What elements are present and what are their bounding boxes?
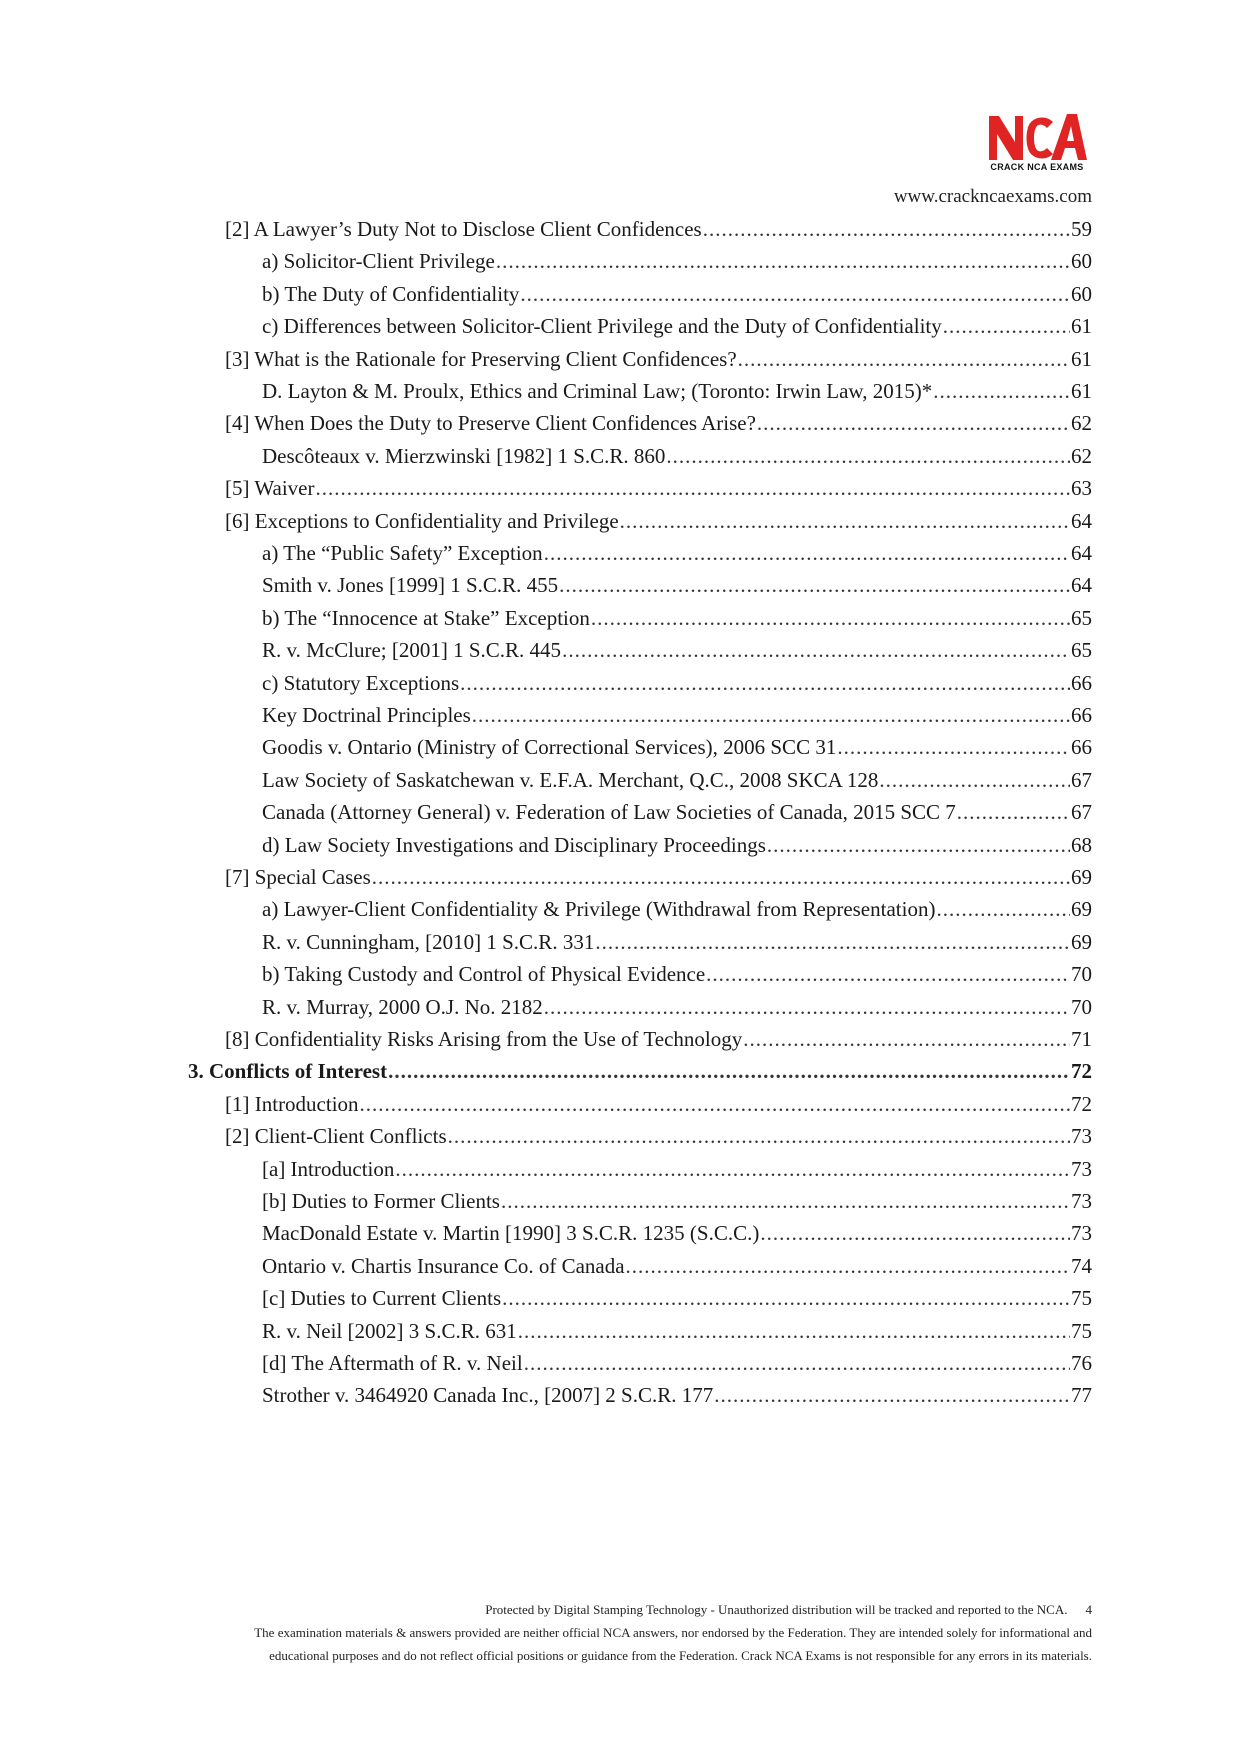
toc-entry-title: a) Solicitor-Client Privilege [262,249,495,274]
toc-entry-page: 75 [1071,1286,1092,1311]
toc-entry-page: 73 [1071,1124,1092,1149]
toc-dot-leader [626,1252,1070,1280]
toc-entry[interactable] [262,831,1092,867]
toc-entry-title: [c] Duties to Current Clients [262,1286,502,1311]
toc-entry-page: 70 [1071,994,1092,1019]
toc-entry-title: R. v. Cunningham, [2010] 1 S.C.R. 331 [262,929,595,954]
toc-entry[interactable] [262,1284,1092,1320]
toc-dot-leader [372,863,1070,891]
toc-dot-leader [395,1155,1070,1183]
toc-dot-leader [837,733,1070,761]
toc-dot-leader [743,1025,1070,1053]
toc-entry[interactable] [262,733,1092,769]
toc-entry[interactable] [262,1155,1092,1191]
toc-entry[interactable] [262,766,1092,802]
toc-entry-title: d) Law Society Investigations and Disciplinary Proceedings [262,832,766,857]
toc-dot-leader [562,636,1070,664]
toc-dot-leader [520,280,1070,308]
toc-entry-page: 61 [1071,346,1092,371]
toc-entry[interactable] [262,247,1092,283]
toc-entry-title: [2] A Lawyer’s Duty Not to Disclose Client Confidences [225,217,702,241]
toc-dot-leader [595,928,1070,956]
toc-entry[interactable] [225,1122,1092,1158]
toc-dot-leader [524,1349,1070,1377]
toc-entry-page: 72 [1071,1059,1092,1084]
toc-entry-page: 62 [1071,443,1092,468]
toc-dot-leader [936,895,1070,923]
toc-entry-page: 71 [1071,1027,1092,1051]
toc-entry-page: 65 [1071,638,1092,663]
toc-entry-title: [b] Duties to Former Clients [262,1189,500,1213]
toc-entry-page: 69 [1071,897,1092,922]
toc-entry-page: 70 [1071,962,1092,987]
toc-entry-title: b) The “Innocence at Stake” Exception [262,605,590,630]
toc-entry-page: 64 [1071,508,1092,533]
toc-dot-leader [933,377,1070,405]
toc-dot-leader [518,1317,1070,1345]
toc-entry[interactable] [262,442,1092,478]
toc-entry-title: Smith v. Jones [1999] 1 S.C.R. 455 [262,573,559,598]
toc-entry[interactable] [225,409,1092,445]
toc-dot-leader [559,571,1070,599]
toc-entry-page: 64 [1071,573,1092,598]
toc-dot-leader [767,831,1070,859]
toc-entry-title: [d] The Aftermath of R. v. Neil [262,1351,523,1375]
toc-entry[interactable] [262,312,1092,348]
toc-entry-title: c) Differences between Solicitor-Client Privilege and the Duty of Confidentiality [262,314,942,339]
toc-entry[interactable] [262,993,1092,1029]
toc-entry-page: 67 [1071,767,1092,792]
toc-dot-leader [544,539,1070,567]
toc-entry[interactable] [262,701,1092,737]
toc-entry[interactable] [262,928,1092,964]
toc-dot-leader [620,507,1070,535]
toc-entry[interactable] [262,1381,1092,1417]
toc-entry-title: [7] Special Cases [225,865,371,889]
toc-dot-leader [501,1187,1070,1215]
toc-dot-leader [760,1219,1070,1247]
toc-entry-page: 65 [1071,605,1092,630]
toc-dot-leader [502,1284,1070,1312]
toc-dot-leader [879,766,1070,794]
footer-protection-text: Protected by Digital Stamping Technology - Unauthorized distribution will be tracked and reported to the NCA. [485,1602,1068,1617]
toc-dot-leader [666,442,1070,470]
toc-entry[interactable] [225,345,1092,381]
toc-dot-leader [957,798,1070,826]
toc-entry-page: 66 [1071,735,1092,760]
toc-entry-title: MacDonald Estate v. Martin [1990] 3 S.C.R. 1235 (S.C.C.) [262,1221,760,1246]
toc-entry-title: Law Society of Saskatchewan v. E.F.A. Merchant, Q.C., 2008 SKCA 128 [262,767,879,792]
toc-entry[interactable] [225,215,1092,251]
toc-entry[interactable] [262,895,1092,931]
logo-caption: CRACK NCA EXAMS [990,162,1084,172]
toc-entry[interactable] [262,1349,1092,1385]
toc-entry-title: c) Statutory Exceptions [262,670,460,695]
footer-disclaimer-line-2: educational purposes and do not reflect official positions or guidance from the Federation. Crack NCA Exams is not responsible for any errors in its materials. [269,1648,1092,1663]
toc-entry[interactable] [262,960,1092,996]
toc-entry-page: 61 [1071,379,1092,403]
page-number: 4 [1085,1602,1092,1617]
toc-entry-title: Ontario v. Chartis Insurance Co. of Canada [262,1253,625,1278]
toc-dot-leader [591,604,1070,632]
toc-entry-title: Strother v. 3464920 Canada Inc., [2007] 2 S.C.R. 177 [262,1383,714,1408]
toc-entry-title: a) The “Public Safety” Exception [262,541,543,565]
toc-entry-page: 76 [1071,1351,1092,1375]
toc-entry-page: 68 [1071,832,1092,857]
toc-entry[interactable] [262,1187,1092,1223]
toc-entry-title: Canada (Attorney General) v. Federation of Law Societies of Canada, 2015 SCC 7 [262,800,956,825]
toc-entry-title: R. v. McClure; [2001] 1 S.C.R. 445 [262,638,562,663]
toc-entry[interactable] [225,474,1092,510]
toc-entry-title: b) The Duty of Confidentiality [262,281,520,306]
footer-protection-line [485,1598,1092,1621]
toc-entry-page: 73 [1071,1221,1092,1246]
toc-entry-page: 63 [1071,476,1092,501]
toc-entry-title: [2] Client-Client Conflicts [225,1124,447,1149]
toc-entry-title: b) Taking Custody and Control of Physical Evidence [262,962,706,987]
toc-entry[interactable] [262,1219,1092,1255]
toc-entry-title: R. v. Murray, 2000 O.J. No. 2182 [262,994,543,1019]
toc-dot-leader [315,474,1070,502]
toc-dot-leader [496,247,1070,275]
toc-entry-title: [1] Introduction [225,1091,359,1116]
toc-entry-page: 77 [1071,1383,1092,1408]
toc-dot-leader [703,215,1070,243]
toc-entry[interactable] [225,507,1092,543]
toc-entry-title: [3] What is the Rationale for Preserving Client Confidences? [225,346,737,371]
website-url[interactable]: www.crackncaexams.com [893,186,1092,207]
toc-entry[interactable] [262,636,1092,672]
toc-entry[interactable] [225,863,1092,899]
toc-dot-leader [388,1057,1070,1085]
toc-entry-title: [6] Exceptions to Confidentiality and Privilege [225,508,619,533]
toc-entry[interactable] [262,1317,1092,1353]
toc-entry-title: [5] Waiver [225,476,315,501]
toc-entry-page: 59 [1071,217,1092,241]
toc-entry[interactable] [262,280,1092,316]
toc-entry-page: 60 [1071,249,1092,274]
toc-entry-page: 66 [1071,703,1092,727]
toc-entry[interactable] [225,1025,1092,1061]
toc-entry-title: Descôteaux v. Mierzwinski [1982] 1 S.C.R. 860 [262,443,666,468]
toc-entry-page: 73 [1071,1156,1092,1181]
toc-dot-leader [544,993,1070,1021]
toc-dot-leader [714,1381,1070,1409]
toc-dot-leader [360,1090,1070,1118]
toc-dot-leader [738,345,1070,373]
toc-dot-leader [757,409,1070,437]
toc-entry[interactable] [262,1252,1092,1288]
toc-entry-page: 74 [1071,1253,1092,1278]
toc-entry-page: 69 [1071,865,1092,889]
toc-entry[interactable] [188,1057,1092,1093]
toc-entry-page: 64 [1071,541,1092,565]
toc-entry[interactable] [262,571,1092,607]
toc-entry-page: 61 [1071,314,1092,339]
toc-entry-page: 60 [1071,281,1092,306]
toc-dot-leader [472,701,1070,729]
toc-entry-title: Goodis v. Ontario (Ministry of Correctional Services), 2006 SCC 31 [262,735,837,760]
toc-entry-page: 72 [1071,1091,1092,1116]
toc-entry-page: 69 [1071,929,1092,954]
toc-entry-title: a) Lawyer-Client Confidentiality & Privilege (Withdrawal from Representation) [262,897,936,922]
toc-entry-title: 3. Conflicts of Interest [188,1059,388,1084]
toc-entry[interactable] [262,377,1092,413]
toc-entry[interactable] [225,1090,1092,1126]
toc-entry-page: 66 [1071,670,1092,695]
toc-dot-leader [706,960,1070,988]
toc-entry-page: 67 [1071,800,1092,825]
toc-entry-title: [a] Introduction [262,1156,395,1181]
footer-disclaimer-line-1: The examination materials & answers provided are neither official NCA answers, nor endorsed by the Federation. They are intended solely for informational and [254,1625,1092,1640]
toc-dot-leader [460,669,1070,697]
toc-entry[interactable] [262,604,1092,640]
toc-entry-page: 73 [1071,1189,1092,1213]
toc-entry-page: 75 [1071,1318,1092,1343]
toc-dot-leader [448,1122,1070,1150]
toc-entry[interactable] [262,798,1092,834]
toc-entry-title: D. Layton & M. Proulx, Ethics and Criminal Law; (Toronto: Irwin Law, 2015)* [262,379,933,403]
toc-dot-leader [943,312,1070,340]
toc-entry-title: [4] When Does the Duty to Preserve Client Confidences Arise? [225,411,756,436]
nca-logo-mark [985,108,1089,164]
toc-entry-page: 62 [1071,411,1092,436]
toc-entry-title: [8] Confidentiality Risks Arising from the Use of Technology [225,1027,743,1051]
toc-entry-title: Key Doctrinal Principles [262,703,471,727]
toc-entry[interactable] [262,669,1092,705]
toc-entry-title: R. v. Neil [2002] 3 S.C.R. 631 [262,1318,517,1343]
toc-entry[interactable] [262,539,1092,575]
